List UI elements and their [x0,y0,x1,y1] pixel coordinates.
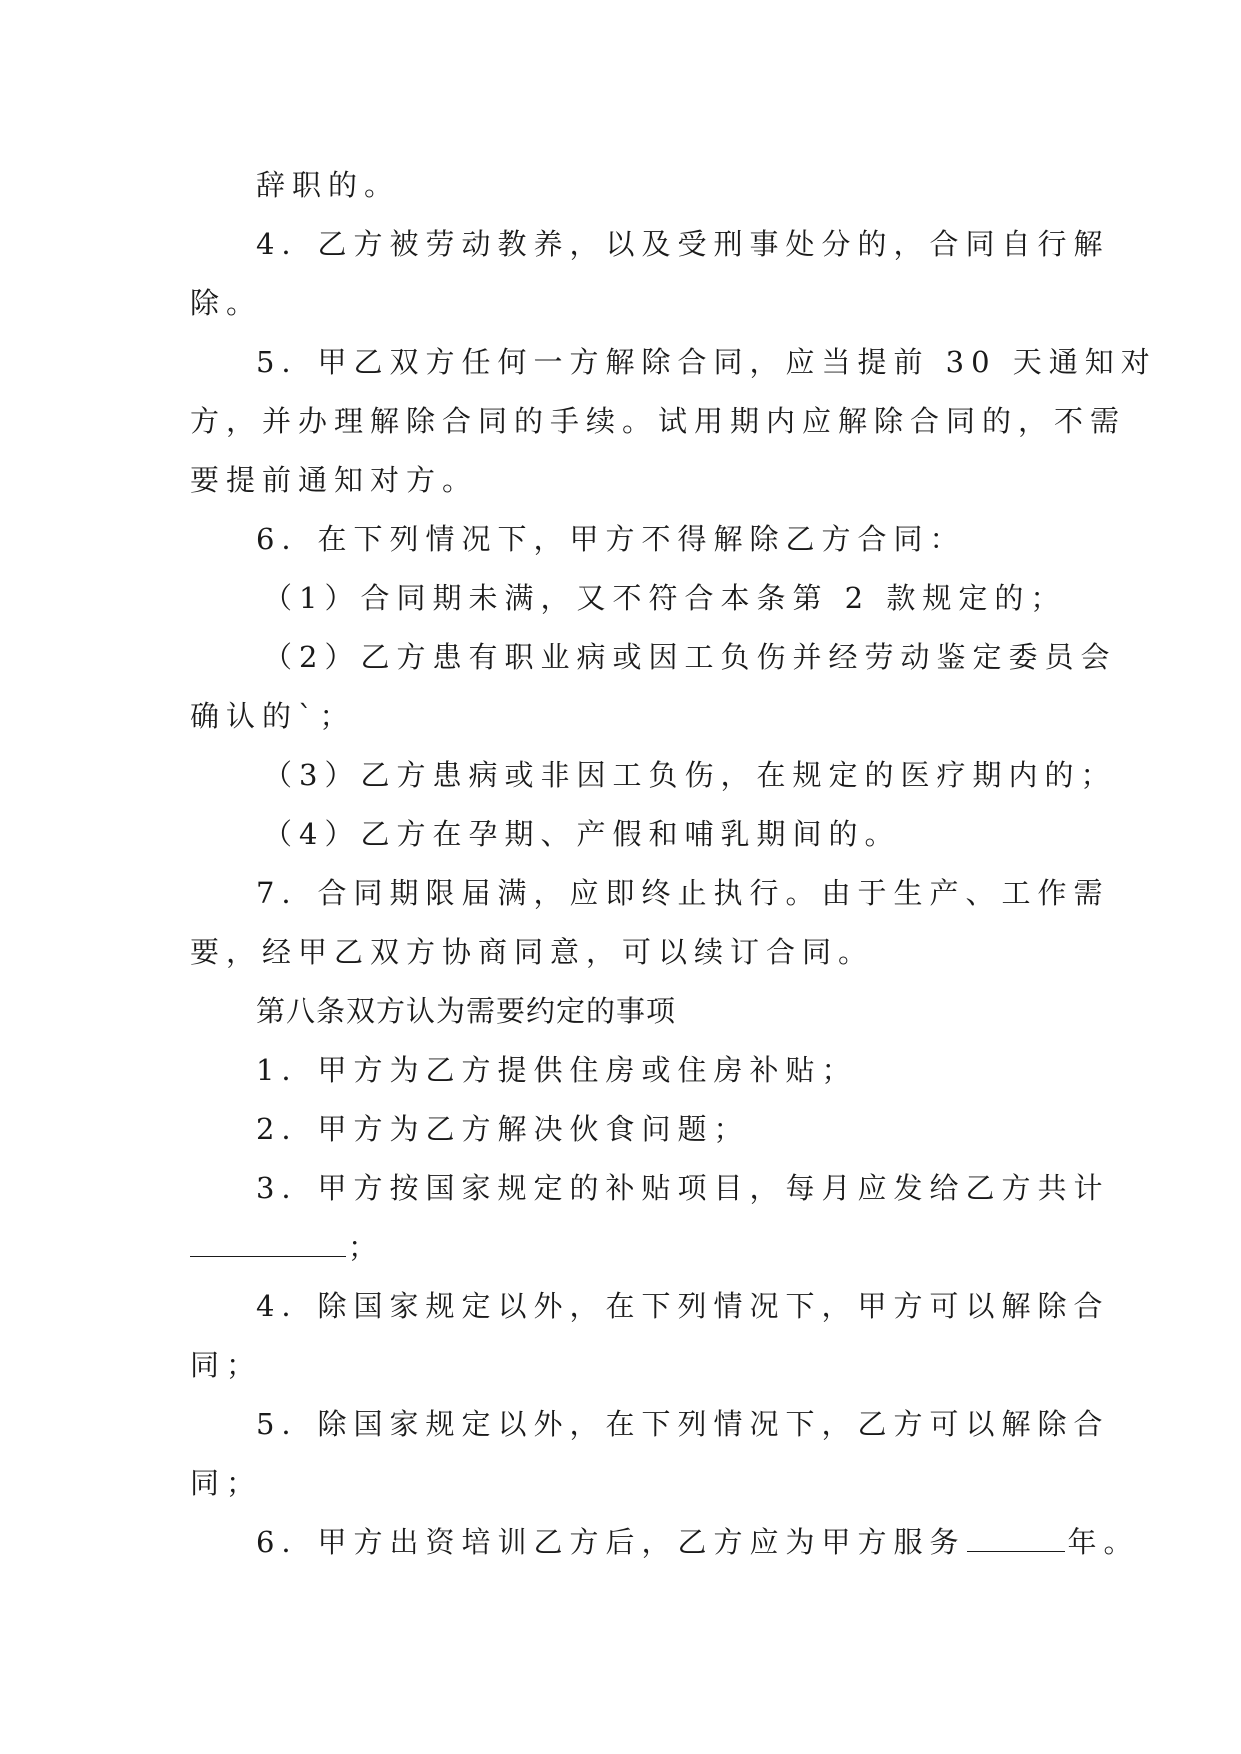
text-line: 同； [190,1466,263,1500]
text-line: 1．甲方为乙方提供住房或住房补贴； [256,1053,858,1087]
text-line: 要提前通知对方。 [190,463,479,497]
text-line: （3）乙方患病或非因工负伤，在规定的医疗期内的； [263,758,1117,792]
section-heading: 第八条双方认为需要约定的事项 [256,994,677,1028]
text-line: 4．除国家规定以外，在下列情况下，甲方可以解除合 [256,1289,1110,1323]
text-line: 同； [190,1348,263,1382]
text-fragment: 6．甲方出资培训乙方后，乙方应为甲方服务 [256,1525,966,1559]
fill-in-blank [190,1254,346,1257]
text-line: 6．在下列情况下，甲方不得解除乙方合同： [256,522,966,556]
text-fragment: 年。 [1067,1525,1140,1559]
text-line: 要，经甲乙双方协商同意，可以续订合同。 [190,935,875,969]
text-line: 除。 [190,286,263,320]
text-line: 5．甲乙双方任何一方解除合同，应当提前 30 天通知对 [256,345,1157,379]
text-line: 3．甲方按国家规定的补贴项目，每月应发给乙方共计 [256,1171,1110,1205]
text-line: 方，并办理解除合同的手续。试用期内应解除合同的，不需 [190,404,1127,438]
text-line: （2）乙方患有职业病或因工负伤并经劳动鉴定委员会 [263,640,1117,674]
text-line: （1）合同期未满，又不符合本条第 2 款规定的； [263,581,1067,615]
text-line: 7．合同期限届满，应即终止执行。由于生产、工作需 [256,876,1110,910]
text-line [256,1522,1139,1562]
text-line: 2．甲方为乙方解决伙食问题； [256,1112,750,1146]
text-line: 确认的`； [190,699,356,733]
text-fragment: ； [348,1230,385,1264]
text-line [190,1227,384,1267]
text-line: 4．乙方被劳动教养，以及受刑事处分的，合同自行解 [256,227,1110,261]
fill-in-blank [967,1549,1065,1552]
text-line: （4）乙方在孕期、产假和哺乳期间的。 [263,817,901,851]
text-line: 5．除国家规定以外，在下列情况下，乙方可以解除合 [256,1407,1110,1441]
text-line: 辞职的。 [256,168,401,202]
